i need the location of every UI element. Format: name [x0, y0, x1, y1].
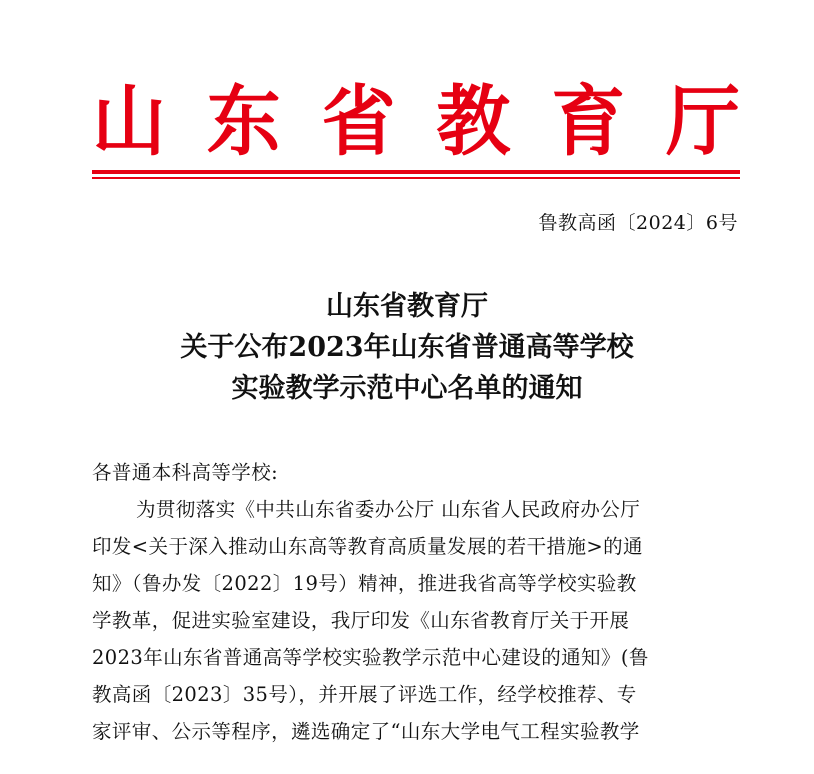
title-line-3: 实验教学示范中心名单的通知 — [231, 373, 583, 404]
salutation: 各普通本科高等学校: — [92, 461, 279, 484]
masthead-char: 育 — [551, 77, 626, 167]
document-title — [0, 286, 814, 409]
body-line: 学教革，促进实验室建设，我厅印发《山东省教育厅关于开展 — [92, 609, 630, 632]
body-line: 知》（鲁办发〔2022〕19号）精神，推进我省高等学校实验教 — [92, 572, 637, 595]
body-line: 2023年山东省普通高等学校实验教学示范中心建设的通知》(鲁 — [92, 646, 649, 669]
red-divider-thin — [92, 177, 740, 179]
body-line: 教高函〔2023〕35号），并开展了评选工作，经学校推荐、专 — [92, 683, 637, 706]
document-body — [92, 454, 740, 750]
masthead-char: 省 — [321, 77, 396, 167]
masthead-char: 教 — [436, 77, 511, 167]
title-line-2: 关于公布2023年山东省普通高等学校 — [180, 332, 634, 363]
document-number: 鲁教高函〔2024〕6号 — [538, 212, 738, 234]
red-divider-thick — [92, 170, 740, 174]
masthead-char: 东 — [206, 77, 281, 167]
title-line-1: 山东省教育厅 — [326, 291, 488, 322]
masthead-char: 山 — [92, 77, 166, 167]
body-line: 印发<关于深入推动山东高等教育高质量发展的若干措施>的通 — [92, 535, 643, 558]
body-line: 家评审、公示等程序，遴选确定了“山东大学电气工程实验教学 — [92, 720, 640, 743]
body-line: 为贯彻落实《中共山东省委办公厅 山东省人民政府办公厅 — [136, 498, 641, 521]
masthead-title — [92, 77, 740, 167]
masthead-char: 厅 — [665, 77, 740, 167]
